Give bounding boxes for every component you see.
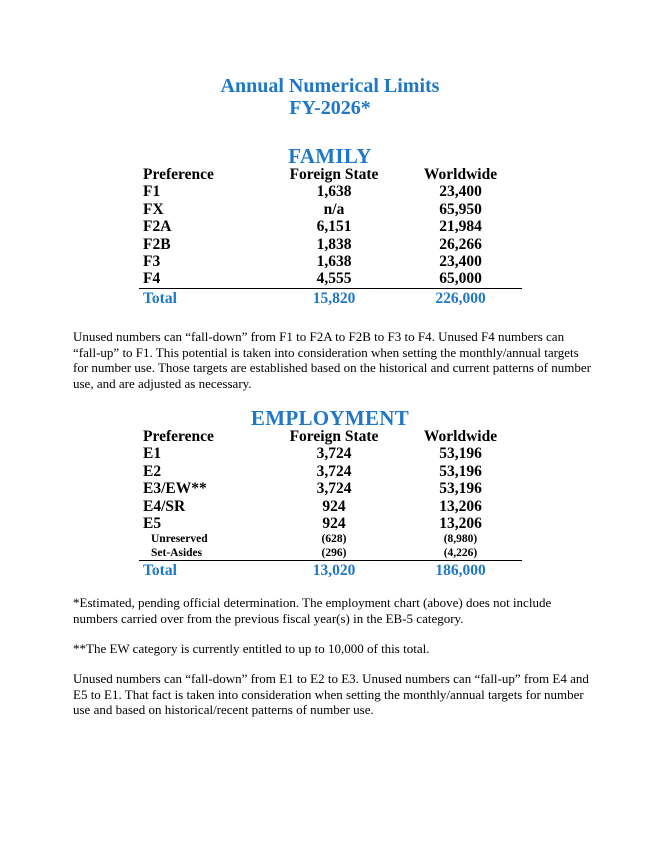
table-row xyxy=(139,218,522,235)
table-row xyxy=(139,236,522,253)
worldwide-cell: 65,950 xyxy=(439,200,482,218)
total-label: Total xyxy=(139,561,269,580)
employment-heading: EMPLOYMENT xyxy=(250,406,410,430)
preference-cell: F2B xyxy=(143,235,171,253)
family-header-row xyxy=(139,166,522,183)
column-header-worldwide: Worldwide xyxy=(423,428,498,445)
table-row xyxy=(139,463,522,480)
sub-worldwide-cell: (4,226) xyxy=(443,547,478,560)
worldwide-cell: 13,206 xyxy=(439,515,482,533)
foreign-state-cell: 924 xyxy=(322,497,346,515)
foreign-state-cell: 1,638 xyxy=(316,253,352,271)
family-heading: FAMILY xyxy=(288,144,372,168)
preference-cell: F4 xyxy=(143,270,161,288)
foreign-state-cell: 3,724 xyxy=(316,445,352,463)
column-header-foreign-state: Foreign State xyxy=(289,166,379,183)
table-sub-row xyxy=(139,546,522,561)
employment-header-row xyxy=(139,428,522,445)
ew-footnote: **The EW category is currently entitled to up to 10,000 of this total. xyxy=(73,641,430,656)
preference-cell: E2 xyxy=(143,462,162,480)
table-row xyxy=(139,270,522,288)
table-sub-row xyxy=(139,532,522,546)
table-row xyxy=(139,253,522,270)
preference-cell: F2A xyxy=(143,218,172,236)
worldwide-cell: 21,984 xyxy=(439,218,482,236)
worldwide-cell: 23,400 xyxy=(439,253,482,271)
table-row xyxy=(139,201,522,218)
sub-preference-cell: Set-Asides xyxy=(151,547,203,560)
foreign-state-cell: 4,555 xyxy=(316,270,352,288)
foreign-state-cell: n/a xyxy=(323,200,345,218)
employment-total-row xyxy=(139,561,522,580)
column-header-foreign-state: Foreign State xyxy=(289,428,379,445)
sub-foreign-state-cell: (628) xyxy=(321,533,347,546)
table-row xyxy=(139,498,522,515)
total-foreign-state: 15,820 xyxy=(269,288,399,307)
worldwide-cell: 53,196 xyxy=(439,480,482,498)
foreign-state-cell: 924 xyxy=(322,515,346,533)
family-total-row xyxy=(139,288,522,307)
page-title-line-1: Annual Numerical Limits xyxy=(220,75,440,97)
column-header-worldwide: Worldwide xyxy=(423,166,498,183)
table-row xyxy=(139,480,522,497)
family-falldown-note: Unused numbers can “fall-down” from F1 to F2A to F2B to F3 to F4. Unused F4 numbers can “fall-up” to F1. This potential is taken into consideration when setting the monthly/annual targets for number use. Those targets are established based on the historical and current patterns of number use, and are adjusted as necessary. xyxy=(73,329,591,391)
table-row xyxy=(139,445,522,462)
page-title-line-2: FY-2026* xyxy=(289,97,371,119)
preference-cell: E1 xyxy=(143,445,162,463)
preference-cell: F1 xyxy=(143,183,161,201)
total-label: Total xyxy=(139,288,269,307)
worldwide-cell: 23,400 xyxy=(439,183,482,201)
estimated-footnote: *Estimated, pending official determination. The employment chart (above) does not include numbers carried over from the previous fiscal year(s) in the EB-5 category. xyxy=(73,595,552,626)
preference-cell: FX xyxy=(143,200,164,218)
foreign-state-cell: 3,724 xyxy=(316,480,352,498)
total-foreign-state: 13,020 xyxy=(269,561,399,580)
table-row xyxy=(139,515,522,532)
sub-preference-cell: Unreserved xyxy=(151,533,208,546)
total-worldwide: 186,000 xyxy=(399,561,522,580)
family-table xyxy=(139,166,522,307)
foreign-state-cell: 1,838 xyxy=(316,235,352,253)
preference-cell: E3/EW** xyxy=(143,480,207,498)
worldwide-cell: 53,196 xyxy=(439,462,482,480)
worldwide-cell: 53,196 xyxy=(439,445,482,463)
sub-worldwide-cell: (8,980) xyxy=(443,533,478,546)
foreign-state-cell: 3,724 xyxy=(316,462,352,480)
foreign-state-cell: 1,638 xyxy=(316,183,352,201)
total-worldwide: 226,000 xyxy=(399,288,522,307)
preference-cell: E5 xyxy=(143,515,162,533)
worldwide-cell: 65,000 xyxy=(439,270,482,288)
employment-falldown-note: Unused numbers can “fall-down” from E1 to E2 to E3. Unused numbers can “fall-up” from E4 and E5 to E1. That fact is taken into consideration when setting the monthly/annual targets for number use and based on historical/recent patterns of number use. xyxy=(73,671,589,718)
column-header-preference: Preference xyxy=(143,166,214,183)
sub-foreign-state-cell: (296) xyxy=(321,547,347,560)
worldwide-cell: 26,266 xyxy=(439,235,482,253)
table-row xyxy=(139,183,522,200)
column-header-preference: Preference xyxy=(143,428,214,445)
preference-cell: F3 xyxy=(143,253,161,271)
preference-cell: E4/SR xyxy=(143,497,186,515)
worldwide-cell: 13,206 xyxy=(439,497,482,515)
employment-table xyxy=(139,428,522,580)
foreign-state-cell: 6,151 xyxy=(316,218,352,236)
